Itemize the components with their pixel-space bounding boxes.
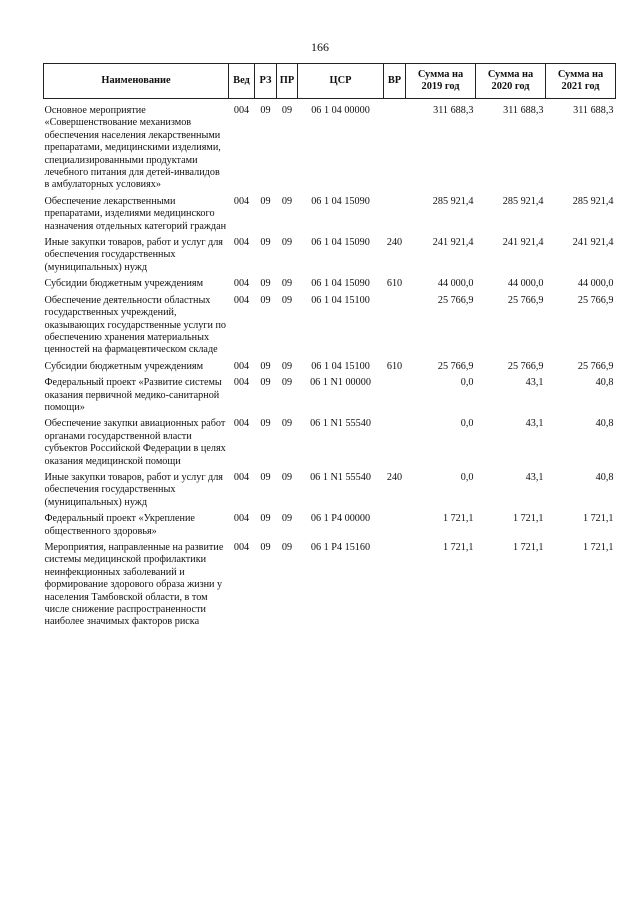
table-header bbox=[44, 64, 616, 99]
row-vr bbox=[384, 538, 406, 629]
row-name: Обеспечение лекарственными препаратами, изделиями медицинского назначения отдельных категорий граждан bbox=[44, 195, 227, 232]
row-sum-2020: 1 721,1 bbox=[512, 542, 544, 553]
row-sum-2020: 241 921,4 bbox=[502, 237, 544, 249]
row-ved: 004 bbox=[233, 513, 250, 525]
row-ved: 004 bbox=[233, 542, 250, 553]
row-sum-2021: 1 721,1 bbox=[582, 513, 614, 525]
row-name: Субсидии бюджетным учреждениям bbox=[44, 278, 204, 290]
row-name: Обеспечение деятельности областных государственных учреждений, оказывающих государственные услуги по обеспечению хранения материальных ценностей на фармацевтическом складе bbox=[44, 294, 227, 356]
row-rz: 09 bbox=[260, 542, 271, 553]
row-sum-2019: 25 766,9 bbox=[437, 294, 474, 306]
row-pr: 09 bbox=[281, 471, 293, 483]
row-sum-2021: 1 721,1 bbox=[582, 542, 614, 553]
row-ved: 004 bbox=[233, 471, 250, 483]
row-name: Иные закупки товаров, работ и услуг для обеспечения государственных (муниципальных) нужд bbox=[44, 237, 223, 273]
row-vr bbox=[384, 99, 406, 192]
row-rz: 09 bbox=[260, 471, 271, 483]
row-rz: 09 bbox=[260, 294, 271, 306]
table-row bbox=[44, 373, 616, 414]
row-sum-2020: 25 766,9 bbox=[507, 294, 544, 306]
table-row bbox=[44, 233, 616, 274]
row-sum-2020: 43,1 bbox=[525, 471, 544, 483]
row-csr: 06 1 N1 55540 bbox=[310, 418, 371, 430]
row-sum-2019: 0,0 bbox=[460, 471, 474, 483]
row-csr: 06 1 04 15090 bbox=[311, 278, 370, 290]
table-row bbox=[44, 509, 616, 538]
row-ved: 004 bbox=[233, 278, 250, 290]
row-csr: 06 1 04 15090 bbox=[311, 195, 370, 207]
row-pr: 09 bbox=[281, 294, 293, 306]
row-name: Обеспечение закупки авиационных работ органами государственной власти субъектов Российской Федерации в целях оказания медицинской помощи bbox=[44, 418, 226, 467]
row-sum-2021: 40,8 bbox=[595, 471, 614, 483]
row-sum-2020: 43,1 bbox=[525, 377, 544, 389]
row-vr bbox=[384, 192, 406, 233]
row-pr: 09 bbox=[281, 195, 293, 207]
row-rz: 09 bbox=[260, 195, 271, 207]
table-row bbox=[44, 291, 616, 357]
row-sum-2021: 241 921,4 bbox=[572, 237, 614, 249]
row-ved: 004 bbox=[233, 105, 250, 116]
row-sum-2020: 43,1 bbox=[525, 418, 544, 430]
row-rz: 09 bbox=[260, 237, 271, 249]
header-vr: ВР bbox=[384, 64, 406, 99]
row-sum-2021: 311 688,3 bbox=[573, 105, 614, 116]
row-csr: 06 1 N1 00000 bbox=[310, 377, 371, 389]
row-vr bbox=[384, 509, 406, 538]
page-number: 166 bbox=[311, 40, 329, 54]
header-sum-2021: Сумма на 2021 год bbox=[546, 64, 616, 99]
row-sum-2021: 25 766,9 bbox=[577, 360, 614, 372]
row-sum-2021: 25 766,9 bbox=[577, 294, 614, 306]
row-sum-2019: 285 921,4 bbox=[432, 195, 474, 207]
row-sum-2021: 40,8 bbox=[595, 377, 614, 389]
row-sum-2020: 311 688,3 bbox=[503, 105, 544, 116]
row-name: Федеральный проект «Развитие системы оказания первичной медико-санитарной помощи» bbox=[44, 377, 222, 413]
row-rz: 09 bbox=[260, 278, 271, 290]
row-pr: 09 bbox=[281, 418, 293, 430]
row-sum-2019: 0,0 bbox=[460, 418, 474, 430]
row-ved: 004 bbox=[233, 237, 250, 249]
table-body bbox=[44, 99, 616, 629]
header-sum-2020: Сумма на 2020 год bbox=[476, 64, 546, 99]
row-pr: 09 bbox=[281, 377, 293, 389]
row-vr: 240 bbox=[386, 471, 403, 483]
row-csr: 06 1 N1 55540 bbox=[310, 471, 371, 483]
header-csr: ЦСР bbox=[298, 64, 384, 99]
row-name: Субсидии бюджетным учреждениям bbox=[44, 360, 204, 372]
table-row bbox=[44, 274, 616, 290]
row-ved: 004 bbox=[233, 195, 250, 207]
row-pr: 09 bbox=[281, 105, 293, 116]
header-ved: Вед bbox=[229, 64, 255, 99]
row-sum-2019: 241 921,4 bbox=[432, 237, 474, 249]
row-csr: 06 1 04 15100 bbox=[311, 294, 370, 306]
row-csr: 06 1 P4 15160 bbox=[310, 542, 371, 553]
row-sum-2019: 1 721,1 bbox=[442, 513, 474, 525]
row-name: Иные закупки товаров, работ и услуг для обеспечения государственных (муниципальных) нужд bbox=[44, 471, 223, 508]
row-csr: 06 1 04 15100 bbox=[311, 360, 370, 372]
row-sum-2021: 44 000,0 bbox=[577, 278, 614, 290]
row-sum-2020: 25 766,9 bbox=[507, 360, 544, 372]
header-pr: ПР bbox=[277, 64, 298, 99]
row-vr: 240 bbox=[386, 237, 403, 249]
row-pr: 09 bbox=[281, 237, 293, 249]
row-csr: 06 1 04 00000 bbox=[311, 105, 370, 116]
table-row bbox=[44, 414, 616, 468]
budget-table bbox=[43, 63, 616, 629]
table-row bbox=[44, 357, 616, 373]
row-pr: 09 bbox=[281, 513, 293, 525]
table-row bbox=[44, 538, 616, 629]
row-sum-2019: 311 688,3 bbox=[433, 105, 474, 116]
header-name: Наименование bbox=[44, 64, 229, 99]
row-ved: 004 bbox=[233, 418, 250, 430]
row-rz: 09 bbox=[260, 418, 271, 430]
row-vr: 610 bbox=[386, 278, 403, 290]
header-sum-2019: Сумма на 2019 год bbox=[406, 64, 476, 99]
row-sum-2021: 40,8 bbox=[595, 418, 614, 430]
row-vr bbox=[384, 291, 406, 357]
row-sum-2019: 44 000,0 bbox=[437, 278, 474, 290]
row-name: Федеральный проект «Укрепление общественного здоровья» bbox=[44, 513, 195, 537]
table-row bbox=[44, 99, 616, 192]
row-sum-2019: 0,0 bbox=[460, 377, 474, 389]
row-ved: 004 bbox=[233, 377, 250, 389]
table-row bbox=[44, 468, 616, 509]
row-rz: 09 bbox=[260, 513, 271, 525]
row-sum-2019: 25 766,9 bbox=[437, 360, 474, 372]
row-csr: 06 1 P4 00000 bbox=[310, 513, 371, 525]
row-rz: 09 bbox=[260, 377, 271, 389]
row-sum-2021: 285 921,4 bbox=[572, 195, 614, 207]
table-row bbox=[44, 192, 616, 233]
row-pr: 09 bbox=[281, 542, 293, 553]
row-sum-2020: 285 921,4 bbox=[502, 195, 544, 207]
header-rz: РЗ bbox=[255, 64, 277, 99]
row-ved: 004 bbox=[233, 294, 250, 306]
row-vr: 610 bbox=[386, 360, 403, 372]
row-name: Мероприятия, направленные на развитие системы медицинской профилактики неинфекционных заболеваний и формирование здорового образа жизни у населения Тамбовской области, в том числе снижение распространенности наиболее значимых факторов риска bbox=[44, 542, 224, 628]
row-pr: 09 bbox=[281, 360, 293, 372]
row-vr bbox=[384, 414, 406, 468]
row-ved: 004 bbox=[233, 360, 250, 372]
row-rz: 09 bbox=[260, 105, 271, 116]
row-csr: 06 1 04 15090 bbox=[311, 237, 370, 249]
row-pr: 09 bbox=[281, 278, 293, 290]
row-sum-2020: 44 000,0 bbox=[507, 278, 544, 290]
row-name: Основное мероприятие «Совершенствование механизмов обеспечения населения лекарственными препаратами, медицинскими изделиями, специализированными продуктами лечебного питания для детей-инвалидов в амбулаторных условиях» bbox=[44, 105, 221, 191]
row-rz: 09 bbox=[260, 360, 271, 372]
row-vr bbox=[384, 373, 406, 414]
row-sum-2020: 1 721,1 bbox=[512, 513, 544, 525]
row-sum-2019: 1 721,1 bbox=[442, 542, 474, 553]
